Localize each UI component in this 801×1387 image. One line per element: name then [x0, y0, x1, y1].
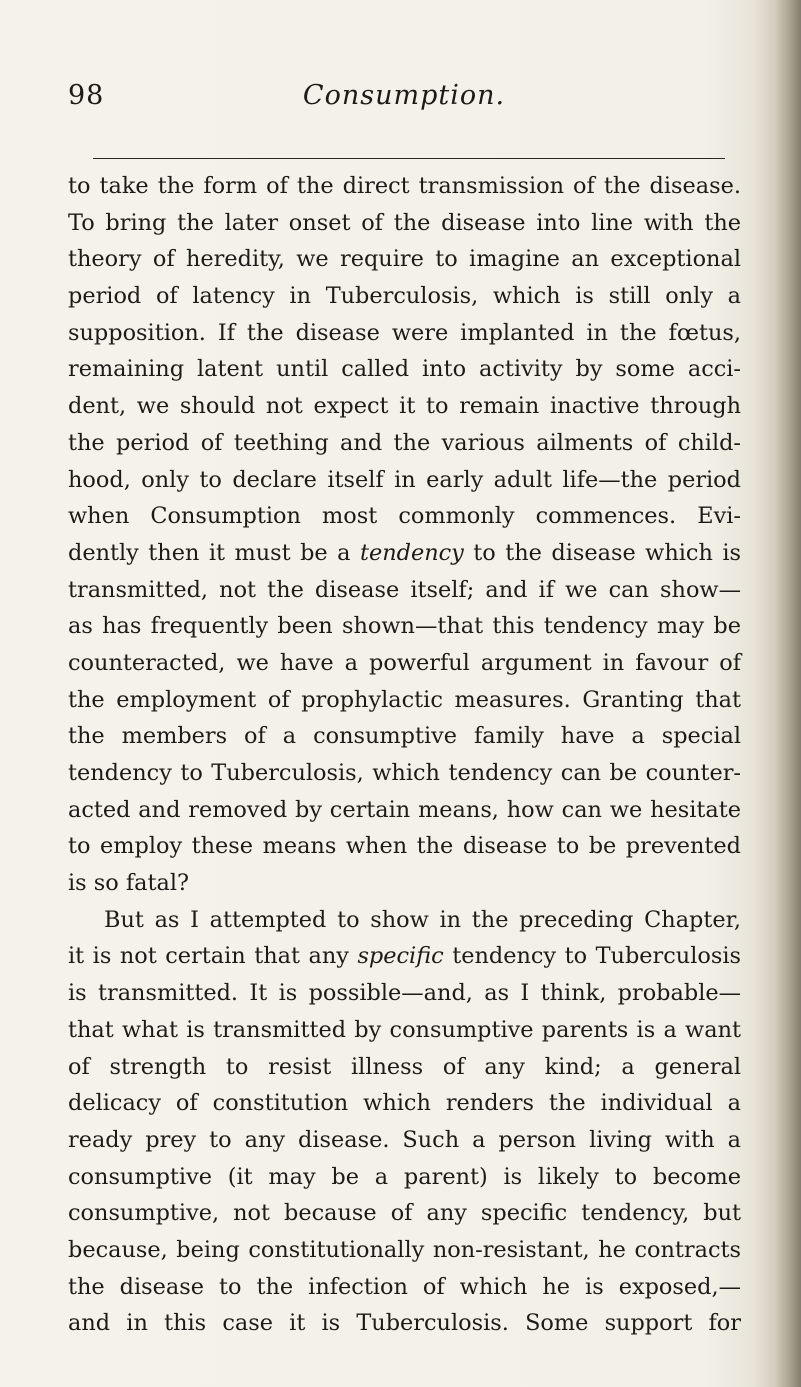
text-segment: it is not certain that any	[68, 943, 358, 970]
text-line: counteracted, we have a powerful argument in favour of	[68, 649, 741, 676]
text-line: that what is transmitted by consumptive parents is a want	[68, 1016, 741, 1043]
running-title: Consumption.	[302, 80, 506, 111]
text-line: the disease to the infection of which he is exposed,—	[68, 1273, 741, 1300]
italic-word: specific	[357, 943, 444, 970]
text-line: To bring the later onset of the disease into line with the	[68, 209, 741, 236]
text-line: to take the form of the direct transmission of the disease.	[68, 173, 741, 199]
text-line: delicacy of constitution which renders the individual a	[68, 1090, 741, 1117]
text-line: the employment of prophylactic measures. Granting that	[68, 686, 741, 713]
text-line: transmitted, not the disease itself; and if we can show—	[68, 576, 741, 603]
text-line: remaining latent until called into activity by some acci-	[68, 356, 741, 383]
text-line: as has frequently been shown—that this tendency may be	[68, 613, 741, 640]
text-line: dent, we should not expect it to remain inactive through	[68, 393, 741, 420]
text-segment: tendency to Tuberculosis	[443, 943, 741, 970]
body-text	[68, 168, 741, 1342]
italic-word: tendency	[359, 539, 464, 566]
text-line: and in this case it is Tuberculosis. Some support for	[68, 1310, 741, 1337]
text-line: consumptive, not because of any specific tendency, but	[68, 1200, 741, 1227]
text-line: hood, only to declare itself in early adult life—the period	[68, 466, 741, 493]
text-segment: dently then it must be a	[68, 539, 360, 566]
paragraph-first-line: But as I attempted to show in the preceding Chapter,	[104, 906, 741, 933]
text-line: the period of teething and the various ailments of child-	[68, 429, 741, 456]
text-line: ready prey to any disease. Such a person living with a	[68, 1126, 741, 1153]
text-line: consumptive (it may be a parent) is likely to become	[68, 1163, 741, 1190]
header-rule	[93, 158, 725, 159]
text-line: to employ these means when the disease to be prevented	[68, 833, 741, 860]
text-line: of strength to resist illness of any kind; a general	[68, 1053, 741, 1080]
page-number: 98	[68, 80, 105, 111]
text-line	[68, 535, 741, 572]
page-edge-shadow	[775, 0, 801, 1387]
text-line: theory of heredity, we require to imagine an exceptional	[68, 246, 741, 273]
text-line: is transmitted. It is possible—and, as I think, probable—	[68, 980, 741, 1007]
text-line: when Consumption most commonly commences. Evi-	[68, 503, 741, 530]
text-line: period of latency in Tuberculosis, which is still only a	[68, 283, 741, 310]
text-line: acted and removed by certain means, how can we hesitate	[68, 796, 741, 823]
text-line	[68, 938, 741, 975]
text-line: supposition. If the disease were implanted in the fœtus,	[68, 319, 741, 346]
paragraph-last-line: is so fatal?	[68, 870, 190, 897]
text-line: tendency to Tuberculosis, which tendency can be counter-	[68, 760, 741, 786]
text-segment: to the disease which is	[463, 539, 742, 566]
text-line: because, being constitutionally non-resistant, he contracts	[68, 1236, 741, 1263]
page-header	[68, 78, 740, 118]
text-line: the members of a consumptive family have a special	[68, 723, 741, 750]
